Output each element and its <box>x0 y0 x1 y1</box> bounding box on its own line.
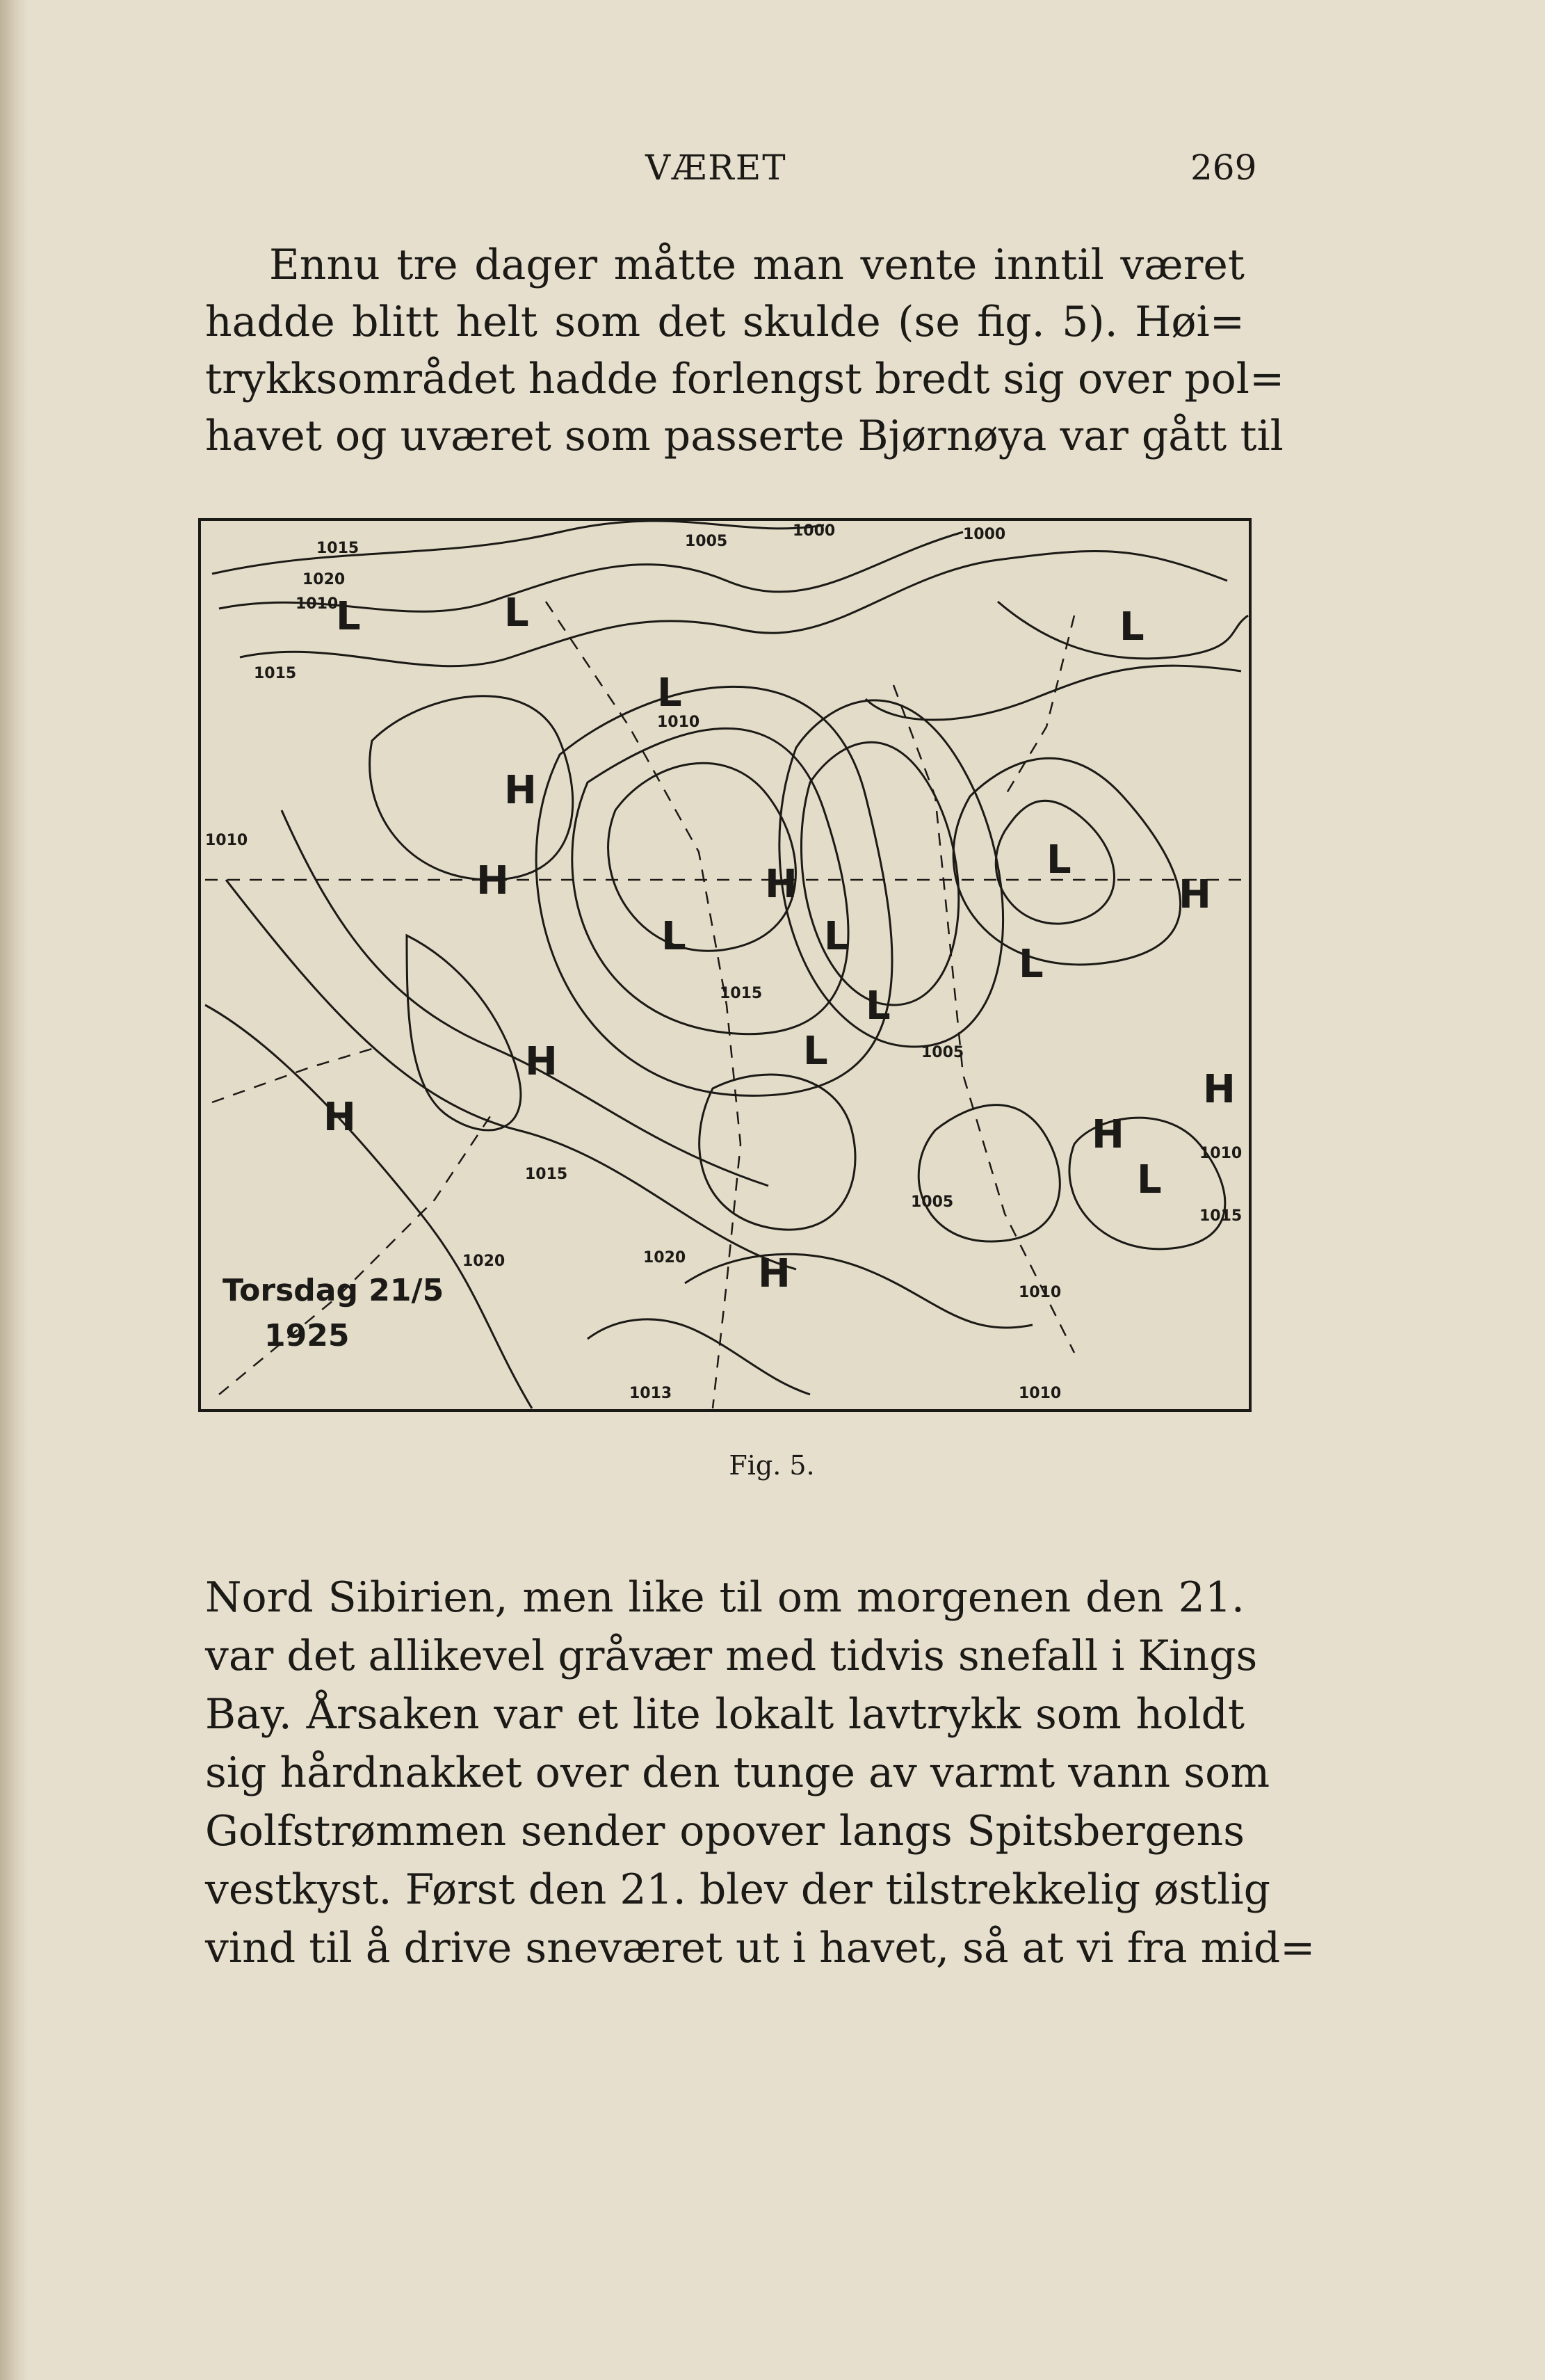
isobar-value: 1015 <box>525 1166 568 1183</box>
weather-map-figure <box>198 518 1252 1412</box>
isobar-value: 1015 <box>1199 1207 1243 1225</box>
low-label: L <box>1019 942 1044 987</box>
figure-caption <box>0 1450 1545 1481</box>
low-label: L <box>504 590 529 636</box>
high-label: H <box>504 768 537 813</box>
paragraph-line: Bay. Årsaken var et lite lokalt lavtrykk som holdt <box>205 1690 1245 1739</box>
high-label: H <box>758 1251 791 1296</box>
paragraph-line: Nord Sibirien, men like til om morgenen den 21. <box>205 1573 1245 1622</box>
running-title: VÆRET <box>645 147 787 188</box>
paragraph-line: var det allikevel gråvær med tidvis snefall i Kings <box>205 1632 1258 1680</box>
paragraph-line: vind til å drive sneværet ut i havet, så at vi fra mid= <box>205 1924 1316 1972</box>
isobar-value: 1010 <box>296 595 339 613</box>
high-label: H <box>1092 1112 1124 1157</box>
paragraph-1 <box>205 236 1285 465</box>
paragraph-line: hadde blitt helt som det skulde (se fig. 5). Høi= <box>205 298 1245 346</box>
isobar-value: 1020 <box>462 1253 505 1270</box>
page-edge-shadow <box>0 0 28 2380</box>
page-number: 269 <box>1190 147 1257 188</box>
paragraph-line: Ennu tre dager måtte man vente inntil været <box>269 241 1245 289</box>
figure-caption-text: Fig. 5. <box>729 1450 815 1481</box>
isobar-value: 1015 <box>316 540 359 557</box>
high-label: H <box>525 1039 558 1084</box>
low-label: L <box>1119 604 1144 650</box>
isobar-value: 1010 <box>1019 1284 1062 1301</box>
isobar-value: 1000 <box>963 526 1006 543</box>
high-label: H <box>1179 872 1211 917</box>
high-label: H <box>765 862 798 907</box>
isobar-value: 1010 <box>657 714 700 731</box>
low-label: L <box>803 1029 828 1074</box>
isobar-value: 1010 <box>205 832 248 849</box>
paragraph-line: trykksområdet hadde forlengst bredt sig over pol= <box>205 355 1285 403</box>
high-label: H <box>476 858 509 903</box>
isobar-value: 1000 <box>793 522 836 540</box>
low-label: L <box>1046 837 1071 883</box>
running-head <box>0 147 1545 196</box>
map-date-line-2: 1925 <box>264 1318 350 1353</box>
isobar-value: 1020 <box>302 571 346 588</box>
isobar-value: 1013 <box>629 1385 672 1402</box>
weather-map <box>198 518 1252 1412</box>
isobar-value: 1010 <box>1199 1145 1243 1162</box>
low-label: L <box>336 594 361 639</box>
high-label: H <box>1203 1067 1236 1112</box>
low-label: L <box>824 914 849 959</box>
paragraph-line: sig hårdnakket over den tunge av varmt vann som <box>205 1748 1270 1797</box>
isobar-value: 1015 <box>254 665 297 682</box>
low-label: L <box>657 670 682 716</box>
paragraph-line: vestkyst. Først den 21. blev der tilstrekkelig østlig <box>205 1865 1271 1914</box>
isobar-value: 1015 <box>720 985 763 1002</box>
low-label: L <box>661 914 686 959</box>
paragraph-2 <box>205 1568 1316 1977</box>
isobar-value: 1005 <box>921 1044 964 1061</box>
isobar-value: 1010 <box>1019 1385 1062 1402</box>
low-label: L <box>1137 1157 1162 1203</box>
paragraph-line: Golfstrømmen sender opover langs Spitsbergens <box>205 1807 1245 1856</box>
isobar-value: 1005 <box>685 533 728 550</box>
map-date-line-1: Torsdag 21/5 <box>223 1273 444 1308</box>
isobar-value: 1005 <box>911 1193 954 1211</box>
paragraph-line: havet og uværet som passerte Bjørnøya var gått til <box>205 412 1284 460</box>
isobar-value: 1020 <box>643 1249 686 1267</box>
low-label: L <box>866 983 891 1029</box>
high-label: H <box>323 1095 356 1140</box>
